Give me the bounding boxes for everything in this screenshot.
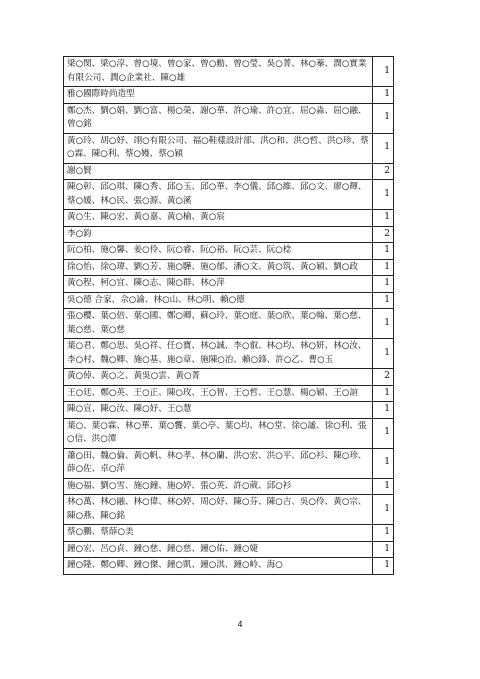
table-row <box>64 133 394 163</box>
table-row <box>64 478 394 495</box>
names-cell: 葉○君、鄭○思、吳○祥、任○寶、林○誠、李○叡、林○均、林○妍、林○汝、李○村、魏○卿、施○基、施○章、施陳○治、賴○鋒、許○乙、曹○玉 <box>64 339 373 369</box>
names-cell: 徐○怡、徐○瑋、劉○芳、施○驊、施○郁、潘○文、黃○筑、黃○穎、劉○政 <box>64 259 373 276</box>
count-cell: 2 <box>373 226 394 243</box>
names-cell: 施○福、劉○雪、施○鐘、施○婷、張○英、許○葳、邱○衫 <box>64 478 373 495</box>
count-cell: 1 <box>373 525 394 542</box>
count-cell: 1 <box>373 478 394 495</box>
names-cell: 王○廷、鄭○英、王○正、陳○玫、王○智、王○哲、王○慧、楊○穎、王○諠 <box>64 385 373 402</box>
page-number: 4 <box>237 620 243 629</box>
names-cell: 黃○程、柯○宜、陳○志、陳○群、林○萍 <box>64 276 373 293</box>
table-row <box>64 418 394 448</box>
count-cell: 1 <box>373 259 394 276</box>
table-row <box>64 448 394 478</box>
count-cell: 1 <box>373 309 394 339</box>
count-cell: 1 <box>373 385 394 402</box>
count-cell: 1 <box>373 495 394 525</box>
names-cell: 陳○宣、陳○汝、陳○妤、王○慧 <box>64 402 373 419</box>
table-row <box>64 259 394 276</box>
table-row <box>64 309 394 339</box>
names-cell: 雅○國際時尚造型 <box>64 87 373 104</box>
names-cell: 梁○閔、梁○淳、曾○境、曾○家、曾○勳、曾○瑩、吳○菁、林○蓁、潤○實業有限公司、潤○企業社、陳○雄 <box>64 57 373 87</box>
table-row <box>64 210 394 227</box>
names-cell: 阮○柏、施○馨、姜○伶、阮○睿、阮○裕、阮○芸、阮○棯 <box>64 243 373 260</box>
names-cell: 鄭○杰、劉○娟、劉○富、楊○榮、謝○華、許○瑜、許○宜、屈○淼、屈○融、曾○銘 <box>64 103 373 133</box>
count-cell: 1 <box>373 210 394 227</box>
names-cell: 吳○德 合家、佘○諭、林○山、林○明、賴○德 <box>64 292 373 309</box>
count-cell: 1 <box>373 541 394 558</box>
table-row <box>64 385 394 402</box>
names-cell: 蔡○鵬、蔡薛○美 <box>64 525 373 542</box>
names-cell: 蕭○田、魏○倫、黃○帆、林○孝、林○蘭、洪○宏、洪○平、邱○衫、陳○珍、薛○佐、卓○萍 <box>64 448 373 478</box>
count-cell: 1 <box>373 448 394 478</box>
names-cell: 林○萬、林○融、林○偉、林○婷、周○妤、陳○芬、陳○吉、吳○伶、黃○宗、陳○燕、陳○銘 <box>64 495 373 525</box>
count-cell: 1 <box>373 558 394 575</box>
table-row <box>64 402 394 419</box>
count-cell: 1 <box>373 180 394 210</box>
count-cell: 1 <box>373 243 394 260</box>
count-cell: 1 <box>373 133 394 163</box>
count-cell: 1 <box>373 339 394 369</box>
table-row <box>64 57 394 87</box>
names-cell: 黃○倬、黃○之、黃吳○雲、黃○菁 <box>64 369 373 386</box>
names-cell: 鐘○隆、鄭○卿、鐘○傑、鐘○凱、鐘○淇、鐘○岭、海○ <box>64 558 373 575</box>
names-table <box>63 56 394 575</box>
names-cell: 謝○賢 <box>64 163 373 180</box>
table-row <box>64 276 394 293</box>
table-row <box>64 226 394 243</box>
count-cell: 2 <box>373 369 394 386</box>
table-row <box>64 243 394 260</box>
names-cell: 陳○彰、邱○琪、陳○秀、邱○玉、邱○華、李○儀、邱○維、邱○文、廖○輝、蔡○媛、林○民、張○源、黃○溪 <box>64 180 373 210</box>
count-cell: 1 <box>373 57 394 87</box>
names-table-body <box>64 57 394 575</box>
table-row <box>64 495 394 525</box>
count-cell: 1 <box>373 418 394 448</box>
names-cell: 黃○生、陳○宏、黃○嘉、黃○榆、黃○宸 <box>64 210 373 227</box>
names-cell: 黃○玲、胡○妤、翊○有限公司、福○鞋樣設計部、洪○和、洪○哲、洪○珍、蔡○霖、陳○利、蔡○嫚、蔡○穎 <box>64 133 373 163</box>
names-cell: 鐘○宏、呂○貞、鐘○慈、鐘○慈、鐘○佑、鐘○婕 <box>64 541 373 558</box>
table-row <box>64 180 394 210</box>
count-cell: 2 <box>373 163 394 180</box>
table-row <box>64 292 394 309</box>
table-row <box>64 103 394 133</box>
table-row <box>64 339 394 369</box>
names-cell: 葉○、葉○霖、林○華、葉○饗、葉○亭、葉○均、林○堂、徐○謐、徐○利、張○信、洪○潭 <box>64 418 373 448</box>
table-row <box>64 163 394 180</box>
count-cell: 1 <box>373 103 394 133</box>
table-row <box>64 558 394 575</box>
table-row <box>64 369 394 386</box>
table-row <box>64 87 394 104</box>
count-cell: 1 <box>373 276 394 293</box>
table-row <box>64 525 394 542</box>
count-cell: 1 <box>373 292 394 309</box>
names-cell: 張○櫻、葉○倍、葉○國、鄭○卿、蘇○玲、葉○庭、葉○欣、葉○翰、葉○慈、葉○慈、葉○慈 <box>64 309 373 339</box>
names-cell: 李○鈞 <box>64 226 373 243</box>
count-cell: 1 <box>373 402 394 419</box>
table-row <box>64 541 394 558</box>
count-cell: 1 <box>373 87 394 104</box>
